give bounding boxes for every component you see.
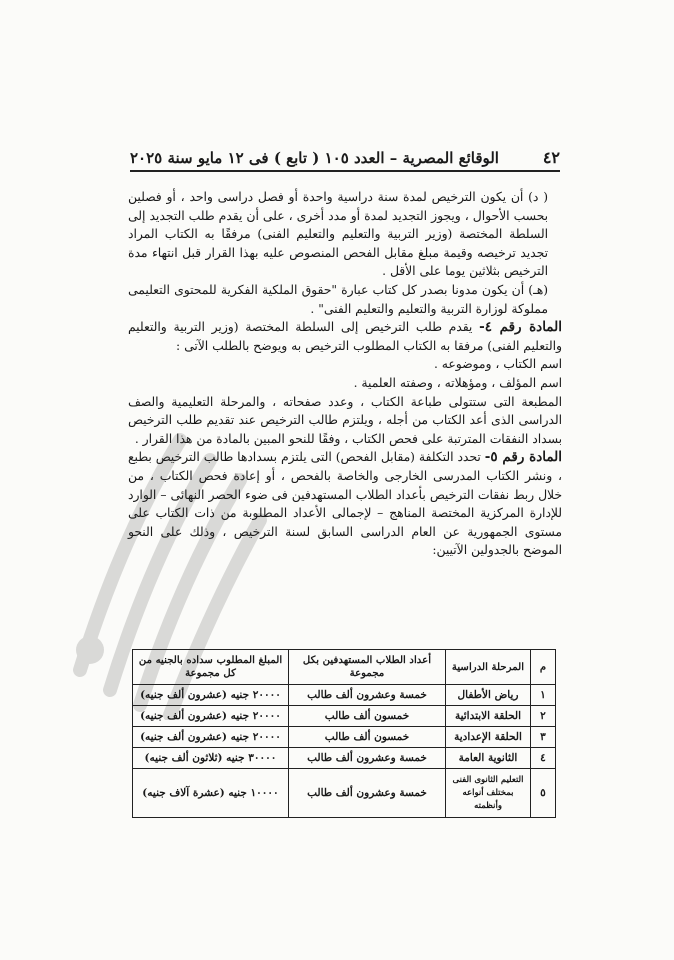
table-row — [133, 685, 556, 706]
col-students-header: أعداد الطلاب المستهدفين بكل مجموعة — [289, 650, 446, 685]
page-header — [130, 143, 560, 172]
row-students: خمسون ألف طالب — [289, 727, 446, 748]
row-num: ٣ — [531, 727, 556, 748]
row-stage: التعليم الثانوى الفنى بمختلف أنواعه وأنظمته — [446, 769, 531, 818]
col-stage-header: المرحلة الدراسية — [446, 650, 531, 685]
col-fee-header: المبلغ المطلوب سداده بالجنيه من كل مجموعة — [133, 650, 289, 685]
gazette-title: الوقائع المصرية – العدد ١٠٥ ( تابع ) فى ١٢ مايو سنة ٢٠٢٥ — [130, 149, 499, 167]
fees-table — [132, 649, 556, 818]
row-students: خمسة وعشرون ألف طالب — [289, 769, 446, 818]
article-4-printer: المطبعة التى ستتولى طباعة الكتاب ، وعدد صفحاته ، والمرحلة التعليمية والصف الدراسى الذى أعد الكتاب من أجله ، ويلتزم طالب الترخيص عند تقديم طلب الترخيص بسداد النفقات المترتبة على فحص الكتاب ، وفقًا للنحو المبين بالمادة من هذا القرار . — [128, 394, 562, 446]
article-5 — [128, 448, 562, 560]
table-row — [133, 706, 556, 727]
table-header-row — [133, 650, 556, 685]
row-num: ١ — [531, 685, 556, 706]
article-4-title: المادة رقم ٤- — [479, 319, 562, 336]
row-fee: ٢٠٠٠٠ جنيه (عشرون ألف جنيه) — [133, 706, 289, 727]
clause-h: (هـ) أن يكون مدونا بصدر كل كتاب عبارة "حقوق الملكية الفكرية للمحتوى التعليمى مملوكة لوزارة التربية والتعليم والتعليم الفنى" . — [128, 282, 548, 316]
row-stage: الحلقة الابتدائية — [446, 706, 531, 727]
row-fee: ١٠٠٠٠ جنيه (عشرة آلاف جنيه) — [133, 769, 289, 818]
row-fee: ٢٠٠٠٠ جنيه (عشرون ألف جنيه) — [133, 685, 289, 706]
row-stage: الثانوية العامة — [446, 748, 531, 769]
row-num: ٥ — [531, 769, 556, 818]
article-4-item: اسم الكتاب ، وموضوعه . — [433, 357, 562, 372]
document-body — [128, 188, 562, 560]
row-fee: ٣٠٠٠٠ جنيه (ثلاثون ألف جنيه) — [133, 748, 289, 769]
table-row — [133, 748, 556, 769]
article-4 — [128, 318, 562, 355]
clause-d: ( د) أن يكون الترخيص لمدة سنة دراسية واحدة أو فصل دراسى واحد ، أو فصلين بحسب الأحوال ، ويجوز التجديد لمدة أو مدد أخرى ، على أن يقدم طلب التجديد إلى السلطة المختصة (وزير التربية والتعليم والتعليم الفنى) مرفقًا به الكتاب المراد تجديد ترخيصه وقيمة مبلغ مقابل الفحص المنصوص عليه بهذا القرار قبل انتهاء مدة الترخيص بثلاثين يوما على الأقل . — [128, 190, 548, 279]
table-row — [133, 727, 556, 748]
row-num: ٤ — [531, 748, 556, 769]
row-num: ٢ — [531, 706, 556, 727]
row-students: خمسون ألف طالب — [289, 706, 446, 727]
row-students: خمسة وعشرون ألف طالب — [289, 748, 446, 769]
article-5-text: تحدد التكلفة (مقابل الفحص) التى يلتزم بسدادها طالب الترخيص بطبع ، ونشر الكتاب المدرسى الخارجى والخاصة بالفحص ، أو إعادة فحص الكتاب ، من خلال ربط نفقات الترخيص بأعداد الطلاب المستهدفين فى ضوء الحصر النهائى – الوارد للإدارة المركزية المختصة المناهج – لإجمالى الأعداد المطلوبة من ذات الكتاب على مستوى الجمهورية عن العام الدراسى السابق لسنة الترخيص ، وذلك على النحو الموضح بالجدولين الآتيين: — [128, 450, 562, 558]
row-stage: الحلقة الإعدادية — [446, 727, 531, 748]
col-num-header: م — [531, 650, 556, 685]
article-4-intro: يقدم طلب الترخيص إلى السلطة المختصة (وزير التربية والتعليم والتعليم الفنى) مرفقا به الكتاب المطلوب الترخيص به ويوضح بالطلب الآتى : — [128, 320, 562, 353]
row-fee: ٢٠٠٠٠ جنيه (عشرون ألف جنيه) — [133, 727, 289, 748]
table-row — [133, 769, 556, 818]
page-number: ٤٢ — [542, 148, 560, 167]
article-4-item: اسم المؤلف ، ومؤهلاته ، وصفته العلمية . — [353, 375, 562, 390]
row-students: خمسة وعشرون ألف طالب — [289, 685, 446, 706]
row-stage: رياض الأطفال — [446, 685, 531, 706]
article-5-title: المادة رقم ٥- — [484, 449, 562, 466]
